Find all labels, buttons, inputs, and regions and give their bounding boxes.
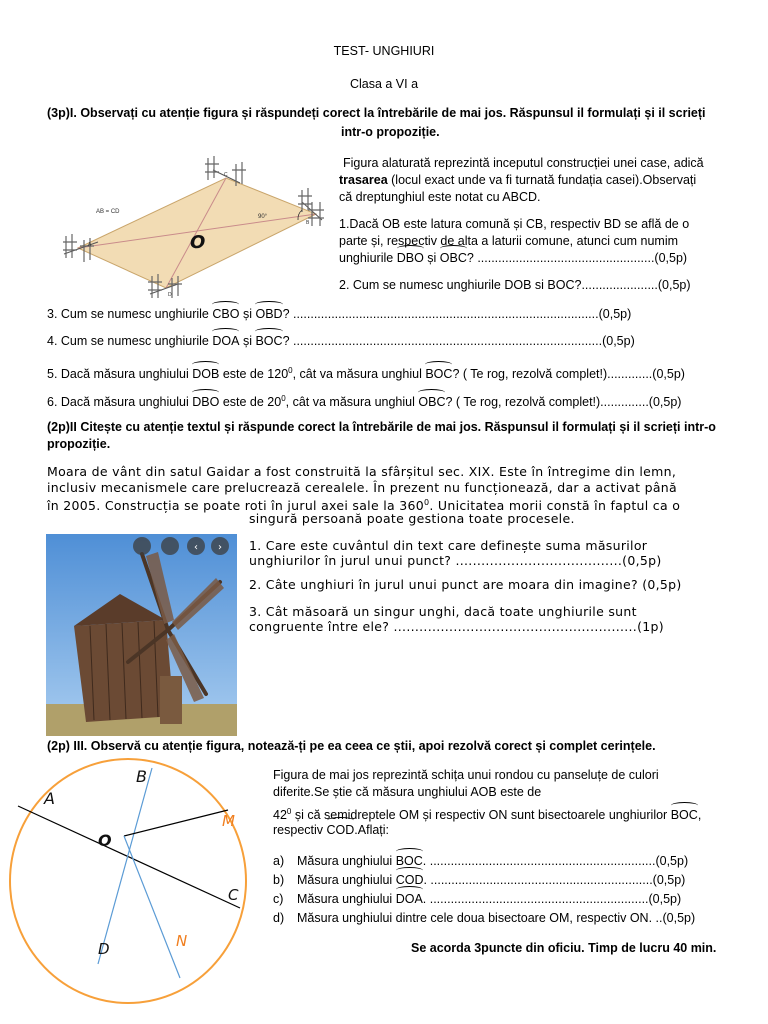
s1-q2: 2. Cum se numesc unghiurile DOB si BOC?......................(0,5p) [339, 278, 691, 292]
s3-intro-line1: Figura de mai jos reprezintă schița unui rondou cu panseluțe de culori [273, 768, 659, 782]
center-o-label: O [190, 232, 206, 253]
s2-text-line2: inclusiv mecanismele care prelucrează cerealele. În prezent nu funcționează, dar a activat până [47, 480, 677, 495]
section1-heading-line2: intr-o propoziție. [341, 125, 440, 139]
windmill-image [46, 534, 237, 736]
label-c: C [228, 886, 239, 904]
angle-cod-intro: COD [326, 823, 355, 837]
trasarea-bold: trasarea [339, 173, 388, 187]
s1-q5: 5. Dacă măsura unghiului DOB este de $120^0$, cât va măsura unghiul BOC? ( Te rog, rezolvă complet!).............(0,5p) [47, 366, 685, 382]
angle-cod-b: COD [395, 873, 424, 887]
svg-text:‹: ‹ [194, 542, 198, 553]
s1-intro-line2: trasarea (locul exact unde va fi turnată fundația casei).Observați [339, 173, 697, 187]
ray-on [124, 836, 180, 978]
s1-q1-line3: unghiurile DBO și OBC? ...................................................(0,5p) [339, 251, 688, 265]
s3-intro-line3: $42^0$ și că semidreptele OM și respectiv ON sunt bisectoarele unghiurilor BOC, [273, 807, 702, 823]
s2-q3-line2: congruente între ele? .........................................................(1p) [249, 619, 664, 634]
s2-text-line3: în 2005. Construcția se poate roti în jurul axei sale la $360^0$. Unicitatea morii constă în faptul ca o [47, 498, 681, 514]
s1-intro-line3: că dreptunghiul este notat cu ABCD. [339, 190, 541, 204]
s3-item-c: c) Măsura unghiului DOA. ...............................................................(0,5p) [273, 892, 682, 906]
angle-boc-intro: BOC [670, 808, 698, 823]
s3-item-d: d) Măsura unghiului dintre cele doua bisectoare OM, respectiv ON. ..(0,5p) [273, 911, 696, 925]
angle-doa-c: DOA [395, 892, 423, 906]
angle-doa: DOA [212, 334, 240, 348]
s1-q6: 6. Dacă măsura unghiului DBO este de $20^0$, cât va măsura unghiul OBC? ( Te rog, rezolvă complet!)..............(0,5p) [47, 394, 682, 410]
section3-heading: (2p) III. Observă cu atenție figura, notează-ți pe ea ceea ce știi, apoi rezolvă corect și complet cerințele. [47, 739, 656, 753]
s1-q1-line2: parte și, respectiv de alta a laturii comune, atunci cum numim [339, 234, 679, 248]
s2-q1-line2: unghiurilor în jurul unui punct? .......................................(0,5p) [249, 553, 662, 568]
s2-text-line1: Moara de vânt din satul Gaidar a fost construită la sfârșitul sec. XIX. Este în întregime din lemn, [47, 464, 677, 479]
right-angle-label: 90° [258, 214, 268, 220]
ab-cd-label: AB = CD [96, 209, 120, 215]
s3-item-b: b) Măsura unghiului COD. ................................................................(0,5p) [273, 873, 686, 887]
s2-q1-line1: 1. Care este cuvântul din text care definește suma măsurilor [249, 538, 648, 553]
angle-obc-q6: OBC [418, 395, 446, 410]
class-label: Clasa a VI a [349, 77, 419, 91]
s1-q1-line1: 1.Dacă OB este latura comună și CB, respectiv BD se află de o [339, 217, 690, 231]
s2-q2: 2. Câte unghiuri în jurul unui punct are moara din imagine? (0,5p) [249, 577, 682, 592]
svg-text:A: A [88, 242, 92, 248]
svg-text:D: D [168, 292, 172, 298]
rondou-figure [8, 756, 258, 1024]
s2-q3-line1: 3. Cât măsoară un singur unghi, dacă toate unghiurile sunt [249, 604, 637, 619]
section1-heading-line1: (3p)I. Observați cu atenție figura și răspundeți corect la întrebările de mai jos. Răspunsul il formulați și il scrieți [47, 106, 706, 120]
footer-note: Se acorda 3puncte din oficiu. Timp de lucru 40 min. [411, 941, 717, 955]
angle-dob: DOB [192, 367, 220, 382]
s3-intro-line2: diferite.Se știe că măsura unghiului AOB este de [273, 785, 542, 799]
s1-intro-line1: Figura alaturată reprezintă inceputul construcției unei case, adică [343, 156, 704, 170]
s1-q4: 4. Cum se numesc unghiurile DOA și BOC? .........................................................................................(0,5p) [47, 334, 635, 348]
angle-boc: BOC [255, 334, 283, 348]
s3-item-a: a) Măsura unghiului BOC. .................................................................(0,5p) [273, 854, 689, 868]
line-ac [18, 806, 240, 908]
angle-obd: OBD [255, 307, 283, 321]
svg-text:C: C [224, 172, 228, 178]
label-m: M [222, 812, 235, 830]
svg-text:›: › [218, 542, 222, 553]
ray-ob [98, 768, 152, 964]
s3-intro-line4: respectiv COD.Aflați: [273, 823, 390, 837]
angle-dbo-q6: DBO [192, 395, 220, 410]
angle-obc: OBC [439, 251, 467, 265]
label-b: B [136, 767, 147, 786]
label-a: A [44, 789, 55, 808]
label-o: O [98, 831, 112, 850]
angle-dbo: DBO [396, 251, 424, 265]
angle-boc-a: BOC [395, 854, 423, 868]
test-title: TEST- UNGHIURI [333, 44, 435, 58]
s2-text-line4: singură persoană poate gestiona toate procesele. [249, 511, 575, 526]
angle-cbo: CBO [212, 307, 240, 321]
section2-heading-line1: (2p)II Citește cu atenție textul și răspunde corect la întrebările de mai jos. Răspunsul il formulați și il scrieți intr-o [47, 420, 716, 434]
s1-q3: 3. Cum se numesc unghiurile CBO și OBD? ........................................................................................(0,5p) [47, 307, 632, 321]
label-d: D [98, 940, 110, 958]
label-n: N [176, 932, 188, 950]
section2-heading-line2: propoziție. [47, 437, 111, 451]
angle-boc-q5: BOC [425, 367, 453, 382]
foundation-figure [58, 150, 328, 300]
svg-text:B: B [306, 220, 310, 226]
